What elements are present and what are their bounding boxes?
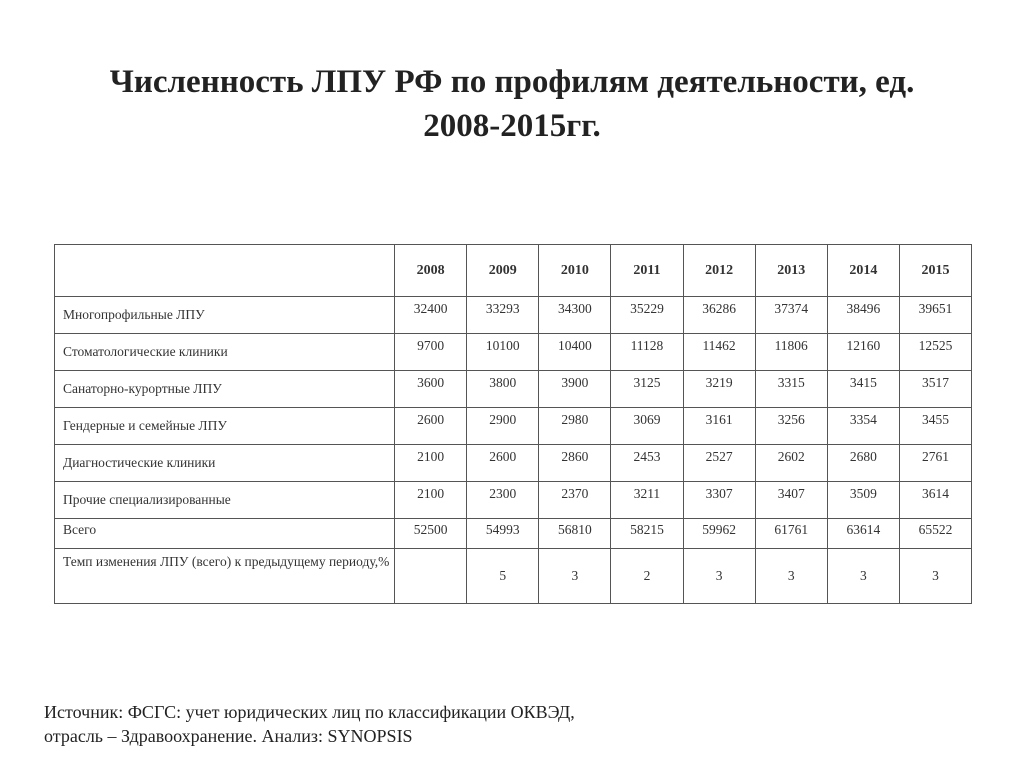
header-year: 2011 — [611, 245, 683, 297]
table-cell: 3800 — [467, 371, 539, 408]
table-cell: 34300 — [539, 297, 611, 334]
row-label: Всего — [55, 519, 395, 549]
table-cell: 2453 — [611, 445, 683, 482]
table-cell: 11128 — [611, 334, 683, 371]
table-cell: 56810 — [539, 519, 611, 549]
table-cell: 5 — [467, 549, 539, 604]
table-cell: 2761 — [899, 445, 971, 482]
table-cell: 63614 — [827, 519, 899, 549]
row-label: Диагностические клиники — [55, 445, 395, 482]
table-row — [55, 408, 972, 445]
table-cell: 11806 — [755, 334, 827, 371]
table-cell: 2680 — [827, 445, 899, 482]
table-cell: 2300 — [467, 482, 539, 519]
table-cell: 3455 — [899, 408, 971, 445]
header-year: 2013 — [755, 245, 827, 297]
table-cell: 3407 — [755, 482, 827, 519]
table-cell: 59962 — [683, 519, 755, 549]
table-cell: 3256 — [755, 408, 827, 445]
table-row — [55, 445, 972, 482]
table-cell: 3 — [755, 549, 827, 604]
table-cell: 2100 — [395, 445, 467, 482]
row-label: Санаторно-курортные ЛПУ — [55, 371, 395, 408]
table-cell: 3125 — [611, 371, 683, 408]
table-cell: 52500 — [395, 519, 467, 549]
table-cell: 58215 — [611, 519, 683, 549]
table-cell: 2370 — [539, 482, 611, 519]
table-cell: 33293 — [467, 297, 539, 334]
source-line-1: Источник: ФСГС: учет юридических лиц по классификации ОКВЭД, — [44, 702, 575, 722]
table-cell: 12160 — [827, 334, 899, 371]
table-cell: 3509 — [827, 482, 899, 519]
table-cell: 2900 — [467, 408, 539, 445]
table-cell: 2602 — [755, 445, 827, 482]
table-row — [55, 334, 972, 371]
data-table-container — [54, 244, 972, 604]
title-line-1: Численность ЛПУ РФ по профилям деятельности, ед. — [109, 64, 915, 100]
page-title — [0, 60, 1024, 148]
table-cell: 3517 — [899, 371, 971, 408]
table-cell: 3 — [683, 549, 755, 604]
table-row-total — [55, 519, 972, 549]
table-cell: 2600 — [467, 445, 539, 482]
table-cell: 2600 — [395, 408, 467, 445]
table-cell: 10400 — [539, 334, 611, 371]
table-row — [55, 297, 972, 334]
table-cell: 3 — [539, 549, 611, 604]
table-cell: 2 — [611, 549, 683, 604]
header-year: 2008 — [395, 245, 467, 297]
table-cell: 12525 — [899, 334, 971, 371]
header-year: 2015 — [899, 245, 971, 297]
table-cell: 10100 — [467, 334, 539, 371]
data-table — [54, 244, 972, 604]
table-row — [55, 371, 972, 408]
table-cell: 9700 — [395, 334, 467, 371]
table-cell: 3 — [827, 549, 899, 604]
table-cell: 37374 — [755, 297, 827, 334]
header-year: 2014 — [827, 245, 899, 297]
table-header-row — [55, 245, 972, 297]
table-cell: 3600 — [395, 371, 467, 408]
table-cell: 39651 — [899, 297, 971, 334]
source-note — [44, 700, 575, 748]
table-cell: 2980 — [539, 408, 611, 445]
table-cell: 3614 — [899, 482, 971, 519]
source-line-2: отрасль – Здравоохранение. Анализ: SYNOPSIS — [44, 726, 413, 746]
table-cell: 3161 — [683, 408, 755, 445]
table-cell: 11462 — [683, 334, 755, 371]
table-cell — [395, 549, 467, 604]
title-line-2: 2008-2015гг. — [423, 108, 601, 144]
table-cell: 3307 — [683, 482, 755, 519]
row-label: Темп изменения ЛПУ (всего) к предыдущему периоду,% — [55, 549, 395, 604]
table-cell: 61761 — [755, 519, 827, 549]
header-year: 2012 — [683, 245, 755, 297]
table-cell: 3900 — [539, 371, 611, 408]
row-label: Многопрофильные ЛПУ — [55, 297, 395, 334]
table-cell: 32400 — [395, 297, 467, 334]
table-cell: 38496 — [827, 297, 899, 334]
table-cell: 3 — [899, 549, 971, 604]
table-cell: 3415 — [827, 371, 899, 408]
table-cell: 36286 — [683, 297, 755, 334]
row-label: Гендерные и семейные ЛПУ — [55, 408, 395, 445]
table-cell: 3211 — [611, 482, 683, 519]
table-cell: 65522 — [899, 519, 971, 549]
table-cell: 2860 — [539, 445, 611, 482]
header-corner — [55, 245, 395, 297]
header-year: 2010 — [539, 245, 611, 297]
table-cell: 35229 — [611, 297, 683, 334]
table-cell: 3069 — [611, 408, 683, 445]
table-cell: 3354 — [827, 408, 899, 445]
table-row — [55, 482, 972, 519]
table-row-rate — [55, 549, 972, 604]
table-cell: 2100 — [395, 482, 467, 519]
table-cell: 3315 — [755, 371, 827, 408]
table-cell: 2527 — [683, 445, 755, 482]
header-year: 2009 — [467, 245, 539, 297]
row-label: Стоматологические клиники — [55, 334, 395, 371]
table-cell: 3219 — [683, 371, 755, 408]
table-cell: 54993 — [467, 519, 539, 549]
row-label: Прочие специализированные — [55, 482, 395, 519]
